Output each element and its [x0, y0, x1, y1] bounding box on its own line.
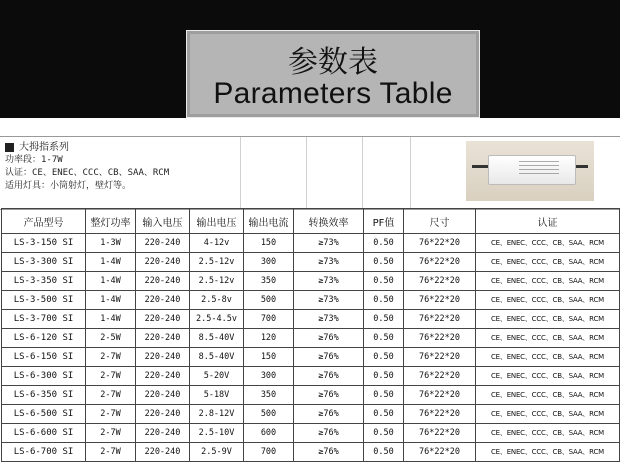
cell-efficiency: ≥73% — [294, 272, 364, 291]
cell-power: 2-5W — [86, 329, 136, 348]
cell-input-voltage: 220-240 — [136, 272, 190, 291]
table-header-row — [2, 209, 620, 234]
table-row — [2, 253, 620, 272]
cell-pf: 0.50 — [364, 348, 404, 367]
cell-power: 1-4W — [86, 310, 136, 329]
cell-model: LS-3-500 SI — [2, 291, 86, 310]
cell-output-current: 300 — [244, 367, 294, 386]
cell-certification: CE、ENEC、CCC、CB、SAA、RCM — [476, 367, 620, 386]
power-range: 功率段：1-7W — [5, 155, 63, 165]
cell-input-voltage: 220-240 — [136, 367, 190, 386]
cell-output-voltage: 2.5-9V — [190, 443, 244, 462]
cell-pf: 0.50 — [364, 253, 404, 272]
cell-pf: 0.50 — [364, 310, 404, 329]
col-header-output-current: 输出电流 — [244, 209, 294, 234]
cell-output-current: 350 — [244, 386, 294, 405]
cell-output-current: 600 — [244, 424, 294, 443]
table-row — [2, 329, 620, 348]
cell-input-voltage: 220-240 — [136, 405, 190, 424]
cell-certification: CE、ENEC、CCC、CB、SAA、RCM — [476, 310, 620, 329]
cell-efficiency: ≥73% — [294, 310, 364, 329]
series-title — [5, 141, 169, 154]
cell-pf: 0.50 — [364, 386, 404, 405]
table-row — [2, 386, 620, 405]
cell-efficiency: ≥76% — [294, 367, 364, 386]
table-row — [2, 424, 620, 443]
cell-output-voltage: 4-12v — [190, 234, 244, 253]
cell-size: 76*22*20 — [404, 386, 476, 405]
col-header-power: 整灯功率 — [86, 209, 136, 234]
applicable-fixtures: 适用灯具：小筒射灯，壁灯等。 — [5, 181, 132, 191]
cell-pf: 0.50 — [364, 443, 404, 462]
cell-output-voltage: 2.5-12v — [190, 253, 244, 272]
col-header-size: 尺寸 — [404, 209, 476, 234]
cell-model: LS-3-350 SI — [2, 272, 86, 291]
cell-certification: CE、ENEC、CCC、CB、SAA、RCM — [476, 234, 620, 253]
cell-pf: 0.50 — [364, 291, 404, 310]
cell-size: 76*22*20 — [404, 443, 476, 462]
table-row — [2, 405, 620, 424]
cell-input-voltage: 220-240 — [136, 310, 190, 329]
cell-size: 76*22*20 — [404, 348, 476, 367]
cell-size: 76*22*20 — [404, 310, 476, 329]
cell-output-voltage: 2.8-12V — [190, 405, 244, 424]
cell-efficiency: ≥73% — [294, 234, 364, 253]
table-row — [2, 291, 620, 310]
driver-housing-image — [488, 155, 576, 185]
cell-pf: 0.50 — [364, 424, 404, 443]
cell-efficiency: ≥76% — [294, 424, 364, 443]
cell-pf: 0.50 — [364, 272, 404, 291]
cell-pf: 0.50 — [364, 367, 404, 386]
cell-certification: CE、ENEC、CCC、CB、SAA、RCM — [476, 291, 620, 310]
table-row — [2, 367, 620, 386]
table-row — [2, 348, 620, 367]
cell-input-voltage: 220-240 — [136, 386, 190, 405]
cell-efficiency: ≥76% — [294, 386, 364, 405]
square-bullet-icon — [5, 143, 14, 152]
cell-efficiency: ≥73% — [294, 291, 364, 310]
series-name: 大拇指系列 — [19, 142, 69, 153]
cell-output-voltage: 8.5-40V — [190, 329, 244, 348]
cell-output-voltage: 2.5-8v — [190, 291, 244, 310]
cell-output-current: 700 — [244, 443, 294, 462]
cell-output-voltage: 8.5-40V — [190, 348, 244, 367]
cell-size: 76*22*20 — [404, 405, 476, 424]
cell-input-voltage: 220-240 — [136, 329, 190, 348]
cell-efficiency: ≥76% — [294, 329, 364, 348]
cell-size: 76*22*20 — [404, 272, 476, 291]
cell-certification: CE、ENEC、CCC、CB、SAA、RCM — [476, 405, 620, 424]
cell-output-voltage: 2.5-4.5v — [190, 310, 244, 329]
cell-model: LS-6-300 SI — [2, 367, 86, 386]
cell-output-current: 500 — [244, 291, 294, 310]
cell-certification: CE、ENEC、CCC、CB、SAA、RCM — [476, 424, 620, 443]
cell-input-voltage: 220-240 — [136, 291, 190, 310]
col-header-output-voltage: 输出电压 — [190, 209, 244, 234]
table-row — [2, 310, 620, 329]
col-header-pf: PF值 — [364, 209, 404, 234]
cell-model: LS-3-700 SI — [2, 310, 86, 329]
cell-pf: 0.50 — [364, 234, 404, 253]
cell-efficiency: ≥76% — [294, 405, 364, 424]
cell-output-voltage: 5-18V — [190, 386, 244, 405]
cell-output-current: 150 — [244, 348, 294, 367]
table-row — [2, 443, 620, 462]
title-box — [186, 30, 480, 118]
cell-model: LS-6-700 SI — [2, 443, 86, 462]
cell-certification: CE、ENEC、CCC、CB、SAA、RCM — [476, 348, 620, 367]
cell-model: LS-6-350 SI — [2, 386, 86, 405]
cell-power: 1-3W — [86, 234, 136, 253]
cell-efficiency: ≥76% — [294, 348, 364, 367]
certification-line: 认证：CE、ENEC、CCC、CB、SAA、RCM — [5, 168, 170, 178]
cell-output-current: 350 — [244, 272, 294, 291]
cell-power: 2-7W — [86, 386, 136, 405]
col-header-efficiency: 转换效率 — [294, 209, 364, 234]
cell-model: LS-6-600 SI — [2, 424, 86, 443]
cell-power: 2-7W — [86, 443, 136, 462]
cell-output-current: 700 — [244, 310, 294, 329]
cell-power: 1-4W — [86, 291, 136, 310]
divider — [306, 137, 307, 209]
table-row — [2, 234, 620, 253]
cell-certification: CE、ENEC、CCC、CB、SAA、RCM — [476, 272, 620, 291]
cell-certification: CE、ENEC、CCC、CB、SAA、RCM — [476, 443, 620, 462]
cell-model: LS-6-120 SI — [2, 329, 86, 348]
cell-input-voltage: 220-240 — [136, 424, 190, 443]
cell-power: 1-4W — [86, 272, 136, 291]
parameters-table — [1, 208, 620, 462]
cell-output-voltage: 2.5-10V — [190, 424, 244, 443]
cell-input-voltage: 220-240 — [136, 234, 190, 253]
cell-output-current: 500 — [244, 405, 294, 424]
col-header-model: 产品型号 — [2, 209, 86, 234]
cell-input-voltage: 220-240 — [136, 348, 190, 367]
product-photo — [466, 141, 594, 201]
cell-certification: CE、ENEC、CCC、CB、SAA、RCM — [476, 329, 620, 348]
cell-size: 76*22*20 — [404, 291, 476, 310]
cell-certification: CE、ENEC、CCC、CB、SAA、RCM — [476, 386, 620, 405]
cell-input-voltage: 220-240 — [136, 443, 190, 462]
cell-output-voltage: 5-20V — [190, 367, 244, 386]
cell-output-current: 300 — [244, 253, 294, 272]
cell-model: LS-6-500 SI — [2, 405, 86, 424]
cell-pf: 0.50 — [364, 329, 404, 348]
page-title-en: Parameters Table — [213, 77, 453, 110]
driver-label-image — [519, 161, 559, 177]
header-band — [0, 0, 620, 118]
cell-model: LS-6-150 SI — [2, 348, 86, 367]
cell-efficiency: ≥76% — [294, 443, 364, 462]
cell-efficiency: ≥73% — [294, 253, 364, 272]
cell-size: 76*22*20 — [404, 329, 476, 348]
divider — [240, 137, 241, 209]
table-body — [2, 234, 620, 462]
table-row — [2, 272, 620, 291]
cell-size: 76*22*20 — [404, 234, 476, 253]
page-title-cn: 参数表 — [288, 45, 378, 80]
cell-power: 2-7W — [86, 424, 136, 443]
cell-output-voltage: 2.5-12v — [190, 272, 244, 291]
cell-size: 76*22*20 — [404, 367, 476, 386]
cell-size: 76*22*20 — [404, 424, 476, 443]
cell-power: 2-7W — [86, 348, 136, 367]
cell-pf: 0.50 — [364, 405, 404, 424]
cell-size: 76*22*20 — [404, 253, 476, 272]
divider — [362, 137, 363, 209]
col-header-certification: 认证 — [476, 209, 620, 234]
cell-output-current: 150 — [244, 234, 294, 253]
cell-input-voltage: 220-240 — [136, 253, 190, 272]
divider — [410, 137, 411, 209]
cell-power: 1-4W — [86, 253, 136, 272]
cell-output-current: 120 — [244, 329, 294, 348]
cell-power: 2-7W — [86, 405, 136, 424]
col-header-input-voltage: 输入电压 — [136, 209, 190, 234]
product-info-text — [5, 141, 169, 193]
cell-certification: CE、ENEC、CCC、CB、SAA、RCM — [476, 253, 620, 272]
cell-model: LS-3-300 SI — [2, 253, 86, 272]
cell-power: 2-7W — [86, 367, 136, 386]
cell-model: LS-3-150 SI — [2, 234, 86, 253]
